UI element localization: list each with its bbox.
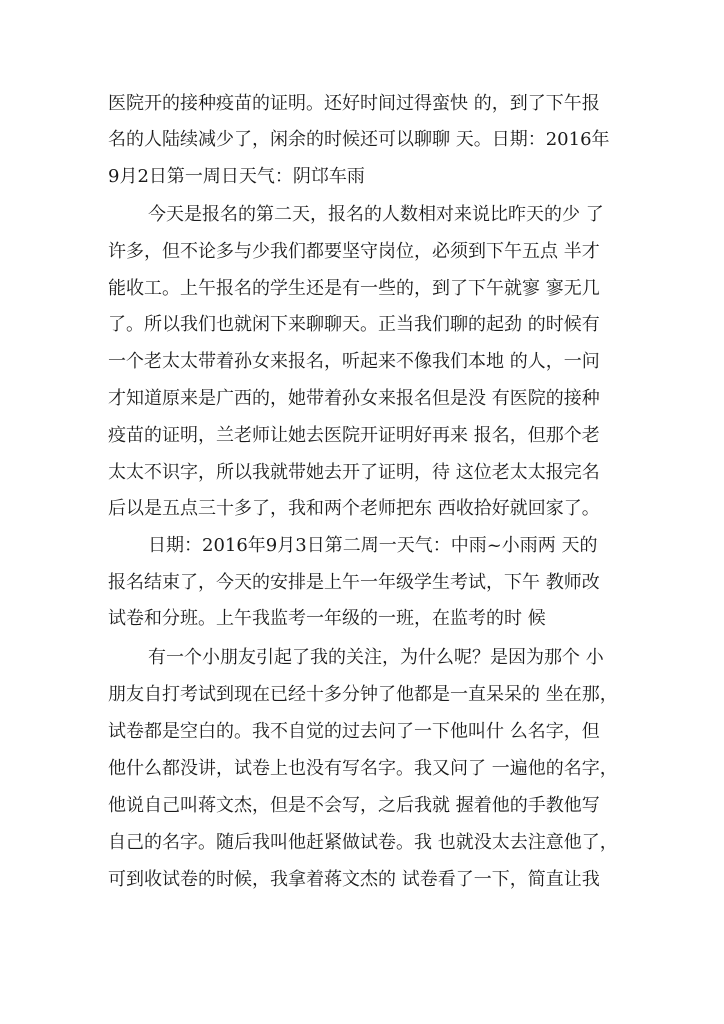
text-line: 名的人陆续减少了，闲余的时候还可以聊聊 天。日期：2016年 [108, 129, 610, 150]
text-line: 可到收试卷的时候，我拿着蒋文杰的 试卷看了一下，简直让我 [108, 869, 600, 890]
text-line: 报名结束了，今天的安排是上午一年级学生考试，下午 教师改 [108, 572, 600, 593]
text-line: 一个老太太带着孙女来报名，听起来不像我们本地 的人，一问 [108, 351, 600, 372]
text-line: 试卷和分班。上午我监考一年级的一班，在监考的时 候 [108, 608, 546, 629]
text-line: 能收工。上午报名的学生还是有一些的，到了下午就寥 寥无几 [108, 278, 600, 299]
paragraph-start-line: 有一个小朋友引起了我的关注，为什么呢？是因为那个 小 [148, 647, 604, 668]
text-line: 太太不识字，所以我就带她去开了证明，待 这位老太太报完名 [108, 462, 600, 483]
text-line: 9月2日第一周日天气：阴邙车雨 [108, 166, 365, 187]
text-line: 自己的名字。随后我叫他赶紧做试卷。我 也就没太去注意他了， [108, 832, 618, 853]
text-line: 试卷都是空白的。我不自觉的过去问了一下他叫什 么名字，但 [108, 721, 600, 742]
paragraph-start-line: 日期：2016年9月3日第二周一天气：中雨~小雨两 天的 [148, 535, 598, 556]
text-line: 他说自己叫蒋文杰，但是不会写，之后我就 握着他的手教他写 [108, 795, 600, 816]
text-line: 朋友自打考试到现在已经十多分钟了他都是一直呆呆的 坐在那， [108, 684, 618, 705]
paragraph-start-line: 今天是报名的第二天，报名的人数相对来说比昨天的少 了 [148, 204, 604, 225]
text-line: 医院开的接种疫苗的证明。还好时间过得蛮快 的，到了下午报 [108, 93, 600, 114]
text-line: 了。所以我们也就闲下来聊聊天。正当我们聊的起劲 的时候有 [108, 314, 600, 335]
text-line: 后以是五点三十多了，我和两个老师把东 西收拾好就回家了。 [108, 498, 600, 519]
text-line: 许多，但不论多与少我们都要坚守岗位，必须到下午五点 半才 [108, 241, 600, 262]
text-line: 疫苗的证明，兰老师让她去医院开证明好再来 报名，但那个老 [108, 425, 600, 446]
text-line: 他什么都没讲，试卷上也没有写名字。我又问了 一遍他的名字， [108, 758, 618, 779]
text-line: 才知道原来是广西的，她带着孙女来报名但是没 有医院的接种 [108, 388, 600, 409]
